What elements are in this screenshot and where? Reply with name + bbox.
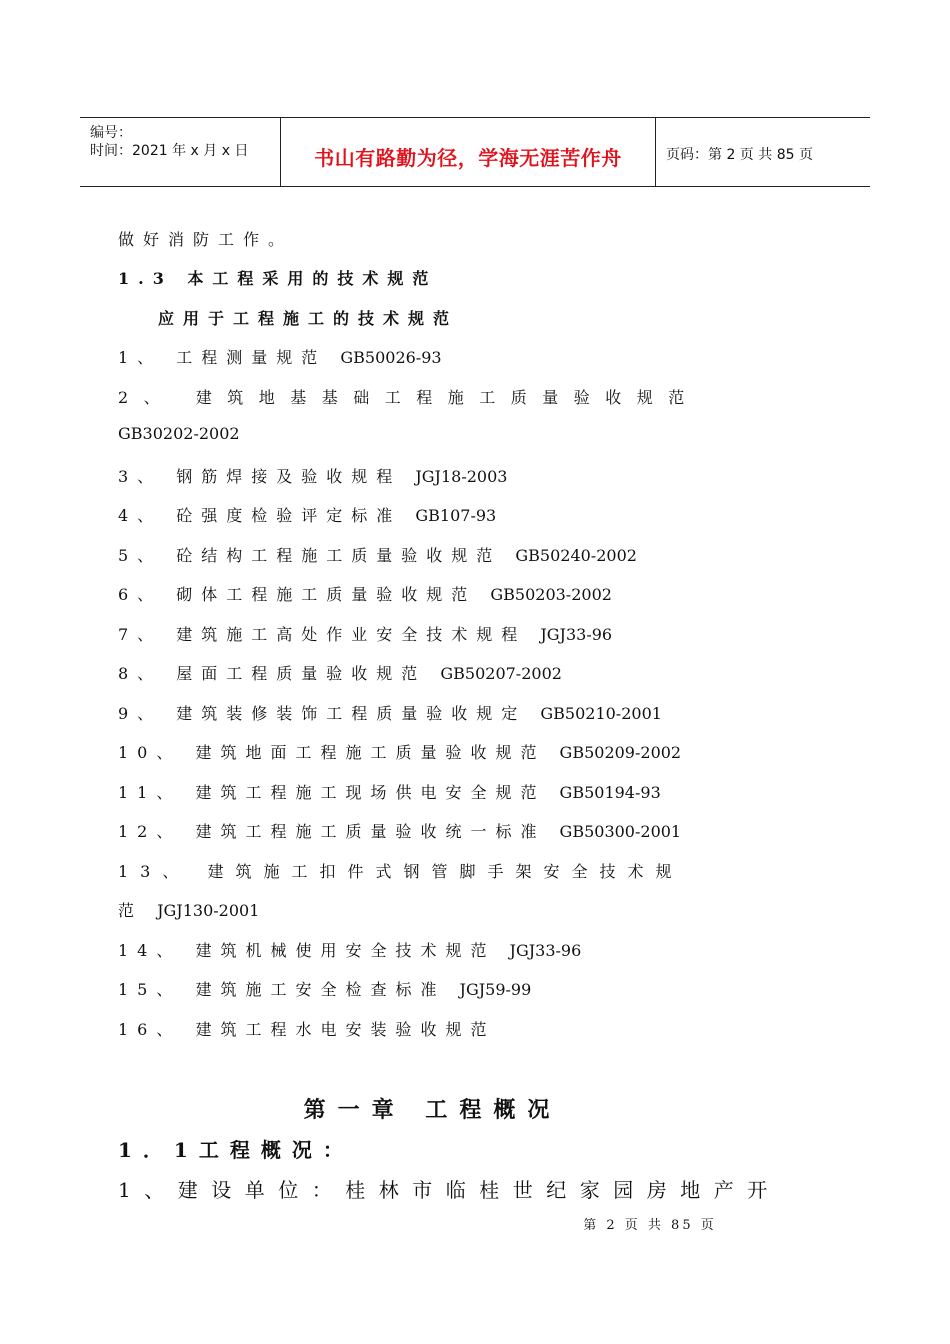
standard-item: 14、 建筑机械使用安全技术规范 JGJ33-96 [118,941,582,960]
standard-item: 9、 建筑装修装饰工程质量验收规定 GB50210-2001 [118,704,662,723]
number-label: 编号： [90,125,132,141]
standard-item: 4、 砼强度检验评定标准 GB107-93 [118,506,497,525]
standard-item: 15、 建筑施工安全检查标准 JGJ59-99 [118,980,532,999]
standard-item-continued: 范 JGJ130-2001 [118,901,260,920]
standard-item: 7、 建筑施工高处作业安全技术规程 JGJ33-96 [118,625,613,644]
standard-item: 11、 建筑工程施工现场供电安全规范 GB50194-93 [118,783,661,802]
standard-item: 1、 工程测量规范 GB50026-93 [118,348,442,367]
page-footer: 第 2 页 共 85 页 [583,1218,717,1233]
time-label: 时间：2021 年 x 月 x 日 [90,143,249,159]
standard-item-continued: GB30202-2002 [118,424,240,443]
standard-item: 3、 钢筋焊接及验收规程 JGJ18-2003 [118,467,508,486]
motto: 书山有路勤为径，学海无涯苦作舟 [314,146,622,170]
standard-item: 16、 建筑工程水电安装验收规范 [118,1020,496,1039]
standard-item: 8、 屋面工程质量验收规范 GB50207-2002 [118,664,562,683]
chapter-title: 第一章 工程概况 [303,1097,562,1123]
section-heading: 1.3 本工程采用的技术规范 [118,269,438,288]
standard-item: 2、 建筑地基基础工程施工质量验收规范 [118,388,700,407]
text-line: 做好消防工作。 [118,230,294,249]
page-header [80,117,870,187]
standard-item: 13、 建筑施工扣件式钢管脚手架安全技术规 [118,862,684,881]
standard-item: 12、 建筑工程施工质量验收统一标准 GB50300-2001 [118,822,682,841]
header-info-cell [80,118,280,186]
subsection-heading: 应用于工程施工的技术规范 [158,309,459,328]
section-title: 1．1工程概况： [118,1138,354,1162]
standard-item: 6、 砌体工程施工质量验收规范 GB50203-2002 [118,585,612,604]
page-number-label: 页码：第 2 页 共 85 页 [666,147,813,163]
header-page-cell [656,118,870,186]
standard-item: 10、 建筑地面工程施工质量验收规范 GB50209-2002 [118,743,682,762]
project-item-line: 1、建设单位：桂林市临桂世纪家园房地产开 [118,1178,781,1202]
header-motto-cell [280,118,656,186]
standard-item: 5、 砼结构工程施工质量验收规范 GB50240-2002 [118,546,637,565]
